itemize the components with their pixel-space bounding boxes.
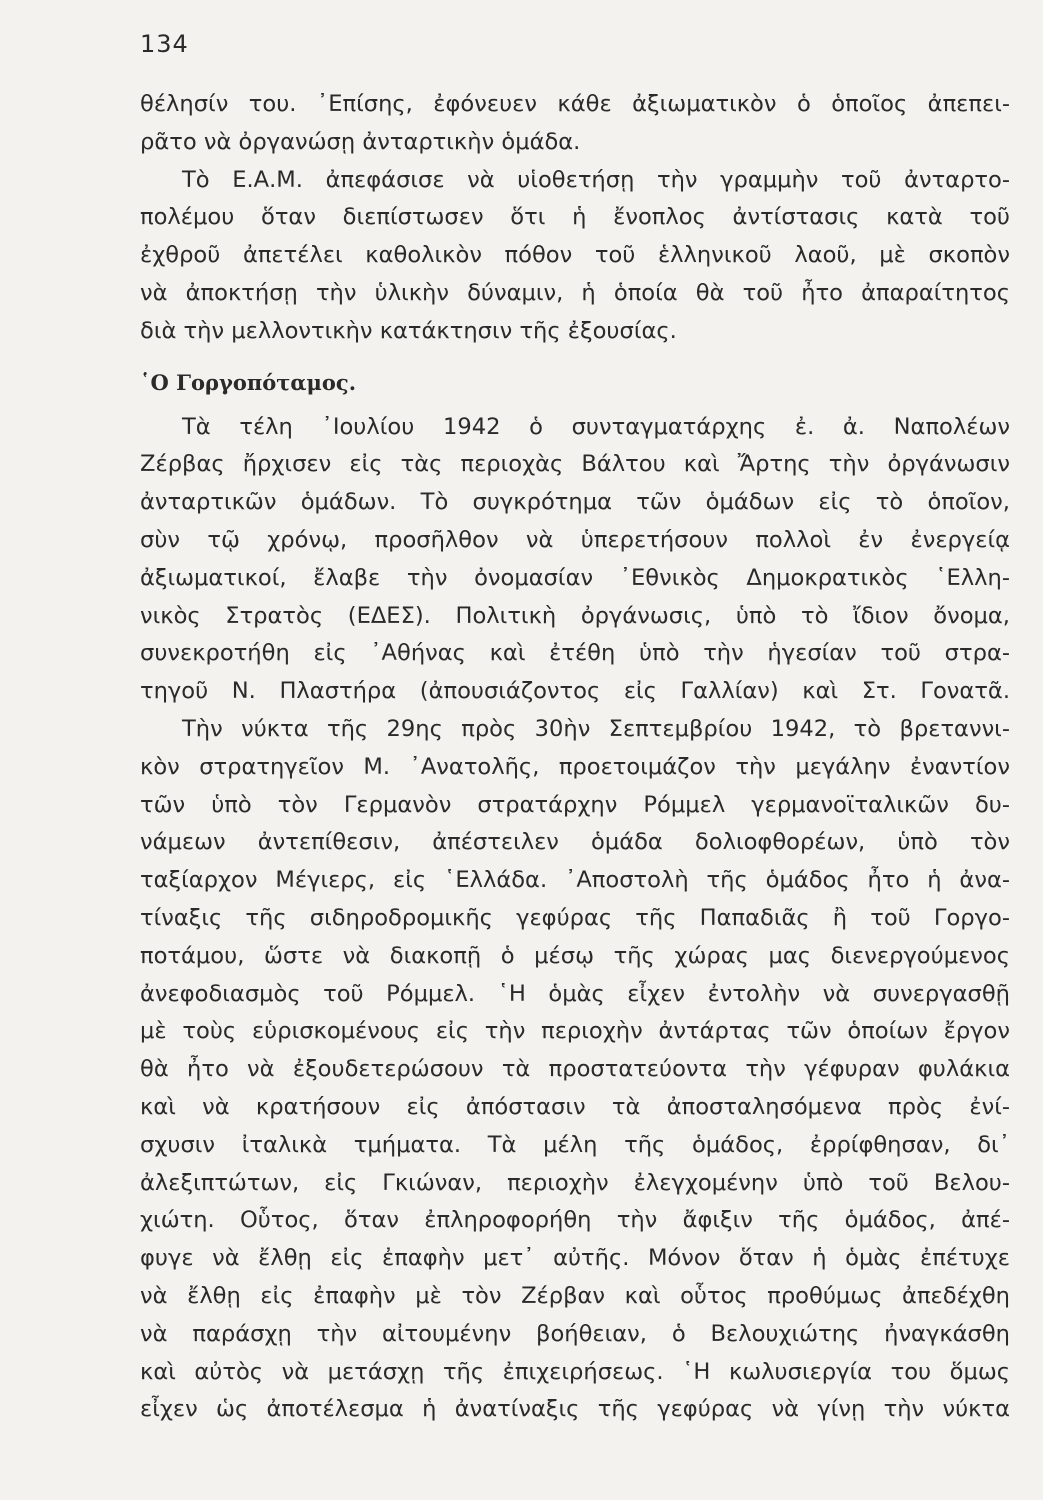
text-line: ἀλεξιπτώτων, εἰς Γκιώναν, περιοχὴν ἐλεγχομένην ὑπὸ τοῦ Βελου- — [140, 1169, 1010, 1196]
text-line: κὸν στρατηγεῖον Μ. ᾿Ανατολῆς, προετοιμάζον τὴν μεγάλην ἐναντίον — [140, 753, 1010, 780]
text-line: ρᾶτο νὰ ὀργανώσῃ ἀνταρτικὴν ὁμάδα. — [140, 128, 581, 155]
text-line: ἀνταρτικῶν ὁμάδων. Τὸ συγκρότημα τῶν ὁμάδων εἰς τὸ ὁποῖον, — [140, 489, 1010, 516]
text-line: νὰ ἔλθῃ εἰς ἐπαφὴν μὲ τὸν Ζέρβαν καὶ οὗτος προθύμως ἀπεδέχθη — [140, 1282, 1010, 1309]
page-number: 134 — [140, 30, 189, 58]
text-line: χιώτη. Οὗτος, ὅταν ἐπληροφορήθη τὴν ἄφιξιν τῆς ὁμάδος, ἀπέ- — [140, 1207, 1010, 1234]
text-line: ἐχθροῦ ἀπετέλει καθολικὸν πόθον τοῦ ἑλληνικοῦ λαοῦ, μὲ σκοπὸν — [140, 242, 1010, 269]
text-line: Τὸ Ε.Α.Μ. ἀπεφάσισε νὰ υἱοθετήσῃ τὴν γραμμὴν τοῦ ἀνταρτο- — [182, 166, 1010, 193]
text-line: πολέμου ὅταν διεπίστωσεν ὅτι ἡ ἔνοπλος ἀντίστασις κατὰ τοῦ — [140, 204, 1010, 231]
text-line: θὰ ἦτο νὰ ἐξουδετερώσουν τὰ προστατεύοντα τὴν γέφυραν φυλάκια — [140, 1056, 1010, 1083]
text-line: εἶχεν ὡς ἀποτέλεσμα ἡ ἀνατίναξις τῆς γεφύρας νὰ γίνῃ τὴν νύκτα — [140, 1396, 1010, 1423]
text-line: καὶ νὰ κρατήσουν εἰς ἀπόστασιν τὰ ἀποσταλησόμενα πρὸς ἐνί- — [140, 1093, 1010, 1120]
text-line: ἀνεφοδιασμὸς τοῦ Ρόμμελ. ῾Η ὁμὰς εἶχεν ἐντολὴν νὰ συνεργασθῇ — [140, 980, 1010, 1007]
text-line: τηγοῦ Ν. Πλαστήρα (ἀπουσιάζοντος εἰς Γαλλίαν) καὶ Στ. Γονατᾶ. — [140, 678, 1010, 705]
text-line: Ζέρβας ἤρχισεν εἰς τὰς περιοχὰς Βάλτου καὶ Ἄρτης τὴν ὀργάνωσιν — [140, 451, 1010, 478]
text-line: θέλησίν του. ᾿Επίσης, ἐφόνευεν κάθε ἀξιωματικὸν ὁ ὁποῖος ἀπεπει- — [140, 91, 1010, 117]
text-line: φυγε νὰ ἔλθῃ εἰς ἐπαφὴν μετ᾿ αὐτῆς. Μόνον ὅταν ἡ ὁμὰς ἐπέτυχε — [140, 1245, 1010, 1272]
text-line: συνεκροτήθη εἰς ᾿Αθήνας καὶ ἐτέθη ὑπὸ τὴν ἡγεσίαν τοῦ στρα- — [140, 640, 1010, 667]
body-text — [140, 86, 1010, 1429]
text-line: ἀξιωματικοί, ἔλαβε τὴν ὀνομασίαν ᾿Εθνικὸς Δημοκρατικὸς ῾Ελλη- — [140, 564, 1010, 591]
text-line: νὰ παράσχῃ τὴν αἰτουμένην βοήθειαν, ὁ Βελουχιώτης ἠναγκάσθη — [140, 1320, 1010, 1347]
text-line: νὰ ἀποκτήσῃ τὴν ὑλικὴν δύναμιν, ἡ ὁποία θὰ τοῦ ἦτο ἀπαραίτητος — [140, 279, 1010, 306]
text-line: ποτάμου, ὥστε νὰ διακοπῇ ὁ μέσῳ τῆς χώρας μας διενεργούμενος — [140, 942, 1010, 969]
text-line: μὲ τοὺς εὑρισκομένους εἰς τὴν περιοχὴν ἀντάρτας τῶν ὁποίων ἔργον — [140, 1018, 1010, 1045]
text-line: σχυσιν ἰταλικὰ τμήματα. Τὰ μέλη τῆς ὁμάδος, ἐρρίφθησαν, δι᾿ — [140, 1131, 1010, 1158]
text-line: νικὸς Στρατὸς (ΕΔΕΣ). Πολιτικὴ ὀργάνωσις, ὑπὸ τὸ ἴδιον ὄνομα, — [140, 602, 1010, 629]
section-heading: ῾Ο Γοργοπόταμος. — [140, 369, 356, 395]
text-line: διὰ τὴν μελλοντικὴν κατάκτησιν τῆς ἐξουσίας. — [140, 317, 677, 344]
text-line: τῶν ὑπὸ τὸν Γερμανὸν στρατάρχην Ρόμμελ γερμανοϊταλικῶν δυ- — [140, 791, 1010, 818]
text-line: νάμεων ἀντεπίθεσιν, ἀπέστειλεν ὁμάδα δολιοφθορέων, ὑπὸ τὸν — [140, 829, 1010, 856]
text-line: καὶ αὐτὸς νὰ μετάσχῃ τῆς ἐπιχειρήσεως. ῾Η κωλυσιεργία του ὅμως — [140, 1358, 1010, 1385]
text-line: ταξίαρχον Μέγιερς, εἰς ῾Ελλάδα. ᾿Αποστολὴ τῆς ὁμάδος ἦτο ἡ ἀνα- — [140, 867, 1010, 894]
text-line: σὺν τῷ χρόνῳ, προσῆλθον νὰ ὑπερετήσουν πολλοὶ ἐν ἐνεργείᾳ — [140, 526, 1010, 553]
text-line: Τὰ τέλη ᾿Ιουλίου 1942 ὁ συνταγματάρχης ἐ. ἀ. Ναπολέων — [182, 413, 1010, 440]
text-line: τίναξις τῆς σιδηροδρομικῆς γεφύρας τῆς Παπαδιᾶς ἢ τοῦ Γοργο- — [140, 904, 1010, 931]
text-line: Τὴν νύκτα τῆς 29ης πρὸς 30ὴν Σεπτεμβρίου 1942, τὸ βρεταννι- — [182, 715, 1010, 742]
